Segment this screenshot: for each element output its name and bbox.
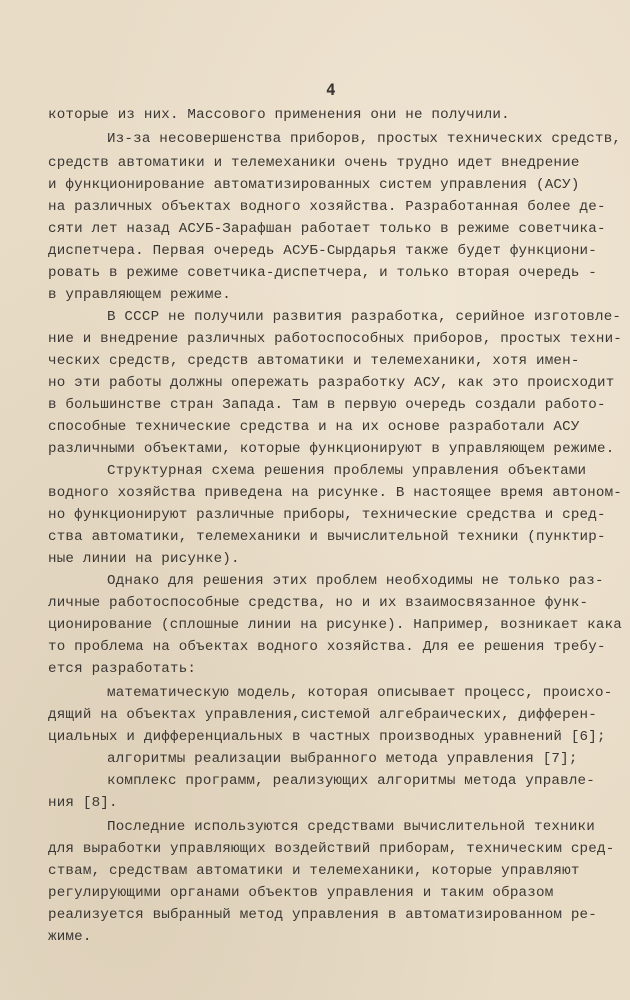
text-line: ные линии на рисунке). [48,551,240,567]
text-line: но функционируют различные приборы, технические средства и сред- [48,507,606,523]
text-line: сяти лет назад АСУБ-Зарафшан работает только в режиме советчика- [48,221,606,237]
text-line: которые из них. Массового применения они не получили. [48,107,510,123]
text-line: диспетчера. Первая очередь АСУБ-Сырдарья также будет функциони- [48,243,597,259]
text-line: различными объектами, которые функционируют в управляющем режиме. [48,441,615,457]
text-line: жиме. [48,929,92,945]
text-line: регулирующими органами объектов управления и таким образом [48,885,554,901]
text-line: Однако для решения этих проблем необходимы не только раз- [107,573,604,589]
text-line: комплекс программ, реализующих алгоритмы метода управле- [107,773,595,789]
text-line: дящий на объектах управления,системой алгебраических, дифферен- [48,707,597,723]
text-line: ровать в режиме советчика-диспетчера, и только вторая очередь - [48,265,597,281]
text-line: в управляющем режиме. [48,287,231,303]
text-line: средств автоматики и телемеханики очень трудно идет внедрение [48,155,580,171]
text-line: ствам, средствам автоматики и телемеханики, которые управляют [48,863,580,879]
text-line: Последние используются средствами вычислительной техники [107,819,595,835]
text-line: ние и внедрение различных работоспособных приборов, простых техни- [48,331,622,347]
text-line: Структурная схема решения проблемы управления объектами [107,463,587,479]
text-line: ческих средств, средств автоматики и телемеханики, хотя имен- [48,353,580,369]
text-line: на различных объектах водного хозяйства. Разработанная более де- [48,199,606,215]
text-line: в большинстве стран Запада. Там в первую очередь создали работо- [48,397,606,413]
text-line: циальных и дифференциальных в частных производных уравнений [6]; [48,729,606,745]
text-line: реализуется выбранный метод управления в автоматизированном ре- [48,907,597,923]
page-number: 4 [326,80,336,99]
text-line: математическую модель, которая описывает процесс, происхо- [107,685,613,701]
text-line: личные работоспособные средства, но и их взаимосвязанное функ- [48,595,589,611]
text-line: ется разработать: [48,661,197,677]
text-line: но эти работы должны опережать разработку АСУ, как это происходит [48,375,615,391]
text-line: ционирование (сплошные линии на рисунке). Например, возникает кака [48,617,622,633]
text-line: то проблема на объектах водного хозяйства. Для ее решения требу- [48,639,606,655]
text-line: Из-за несовершенства приборов, простых технических средств, [107,131,622,147]
text-line: алгоритмы реализации выбранного метода управления [7]; [107,751,578,767]
text-line: ния [8]. [48,795,118,811]
text-line: способные технические средства и на их основе разработали АСУ [48,419,580,435]
text-line: ства автоматики, телемеханики и вычислительной техники (пунктир- [48,529,606,545]
text-line: и функционирование автоматизированных систем управления (АСУ) [48,177,580,193]
text-line: для выработки управляющих воздействий приборам, техническим сред- [48,841,615,857]
text-line: В СССР не получили развития разработка, серийное изготовле- [107,309,622,325]
text-line: водного хозяйства приведена на рисунке. В настоящее время автоном- [48,485,622,501]
